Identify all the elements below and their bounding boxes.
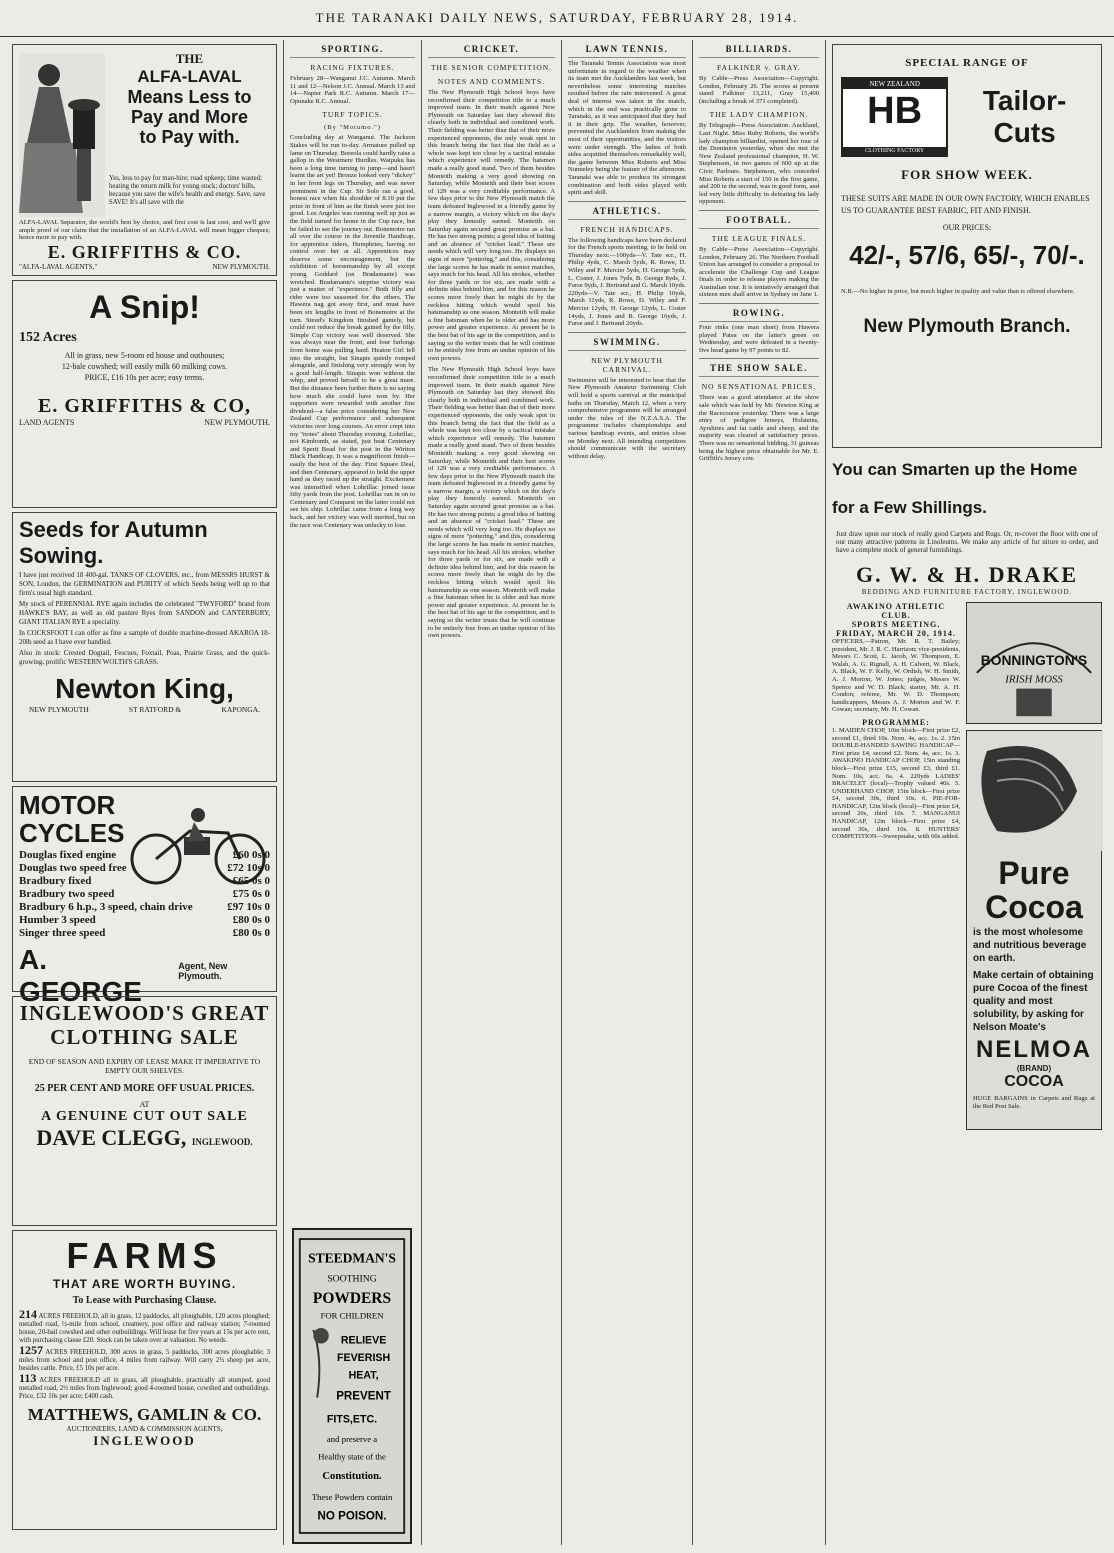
- nelmoa-brand-sub: (BRAND): [1016, 1064, 1052, 1073]
- alfa-agent-name: E. GRIFFITHS & CO.: [47, 242, 242, 262]
- alfa-line-3: to Pay with.: [139, 127, 240, 147]
- george-sub: Agent, New Plymouth.: [178, 961, 228, 981]
- farms-sub: THAT ARE WORTH BUYING.: [52, 1277, 237, 1291]
- price-value: £97 10s 0: [227, 901, 270, 913]
- alfa-laval-ad: [12, 44, 277, 276]
- billiards-sub-1: FALKINER v. GRAY.: [717, 63, 801, 72]
- price-row: [19, 888, 270, 901]
- steedman-l8: FITS,ETC.: [326, 1413, 378, 1426]
- alfa-agent-sub: "ALFA-LAVAL AGENTS,": [19, 263, 98, 271]
- seeds-place-1: NEW PLYMOUTH: [29, 705, 89, 714]
- show-sale-body: There was a good attendance at the show sale which was held by Mr. Newton King at the Racecourse yesterday. There was a large entry of pedigree Jerseys, Holsteins, Ayrshires and fat cattle and sheep, and the majority was cleared at satisfactory prices. There was no sensational bidding, 31 guineas being the highest price obtainable for Mr. E. Griffith's Jersey cow.: [699, 394, 819, 463]
- billiards-sub-2: THE LADY CHAMPION.: [709, 110, 809, 120]
- sporting-sub-turf: TURF TOPICS.: [322, 110, 383, 120]
- alfa-name: ALFA-LAVAL: [137, 67, 242, 86]
- seeds-ad: [12, 512, 277, 782]
- tailor-note: N.B.—No higher in price, but much higher in quality and value than is offered elsewhere.: [841, 288, 1075, 295]
- matthews-name: MATTHEWS, GAMLIN & CO.: [27, 1405, 262, 1424]
- price-item: Bradbury fixed: [19, 875, 92, 887]
- cricket-heading: CRICKET.: [428, 44, 555, 58]
- bonnington-brand: BONNINGTON'S: [980, 652, 1088, 668]
- athletics-heading: ATHLETICS.: [568, 206, 686, 220]
- athletics-sub: FRENCH HANDICAPS.: [580, 224, 674, 234]
- price-value: £75 0s 0: [232, 888, 270, 900]
- tailor-body: THESE SUITS ARE MADE IN OUR OWN FACTORY, WHICH ENABLES US TO GUARANTEE BEST FABRIC, FIT AND FINISH.: [841, 194, 1090, 215]
- farm-item: [19, 1343, 271, 1373]
- awakino-sub: SPORTS MEETING.: [851, 620, 941, 629]
- swimming-sub: NEW PLYMOUTH CARNIVAL.: [591, 355, 663, 374]
- inglewood-sale-ad: [12, 996, 277, 1226]
- farms-title: FARMS: [66, 1235, 223, 1276]
- price-item: Humber 3 speed: [19, 914, 96, 926]
- steedman-l12: These Powders contain: [311, 1492, 393, 1503]
- inglewood-percent: 25 PER CENT AND MORE OFF USUAL PRICES.: [34, 1083, 255, 1094]
- cricket-sub-2: NOTES AND COMMENTS.: [437, 77, 546, 86]
- divider: [699, 303, 819, 304]
- drake-sub: BEDDING AND FURNITURE FACTORY, INGLEWOOD.: [861, 588, 1073, 596]
- price-item: Douglas fixed engine: [19, 849, 117, 861]
- rowing-body: Four rinks (one man short) from Hawera played Patea on the latter's green on Wednesday, and were defeated in a twenty-five head game by 97 points to 82.: [699, 324, 819, 354]
- billiards-body-2: By Telegraph—Press Association. Auckland, Last Night. Miss Ruby Roberts, the world's lady champion billiardist, opened her tour of the Dominion yesterday, when she met the New Zealand professional champion, H. W. Stephenson, in two games of 600 up at the Civic Parlours. Stephenson, who conceded Miss Roberts a start of 150 in the first game, and 200 in the second, was in good form, and led very little difficulty in defeating his lady opponent.: [699, 122, 819, 206]
- awakino-programme: PROGRAMME:: [862, 717, 930, 727]
- steedman-l5: FEVERISH: [337, 1351, 391, 1364]
- hb-logo: [841, 77, 948, 157]
- snip-ad: [12, 280, 277, 508]
- steedman-l4: RELIEVE: [340, 1334, 387, 1347]
- steedman-l3: FOR CHILDREN: [320, 1310, 384, 1321]
- farm-text: ACRES FREEHOLD all in grass, all ploughable, practically all stumped, good metalled road, 2½ miles from Inglewood; good 4-roomed house, cowshed and outbuildings. Price, £32 10s per acre; £400 cash.: [19, 1377, 270, 1400]
- steedman-name: STEEDMAN'S: [308, 1250, 396, 1266]
- smarten-line-1: You can Smarten up the Home: [832, 460, 1078, 479]
- cocoa-pod-illustration: [967, 731, 1103, 851]
- farm-item: [19, 1307, 270, 1345]
- divider: [568, 332, 686, 333]
- snip-text-1: All in grass, new 5-room ed house and outhouses;: [64, 351, 225, 360]
- cricket-body: The New Plymouth High School boys have reconfirmed their competition title to a much improved team. In their match against New Plymouth on Saturday last they showed this clearly both in individual and combined work. Their fielding was better than that of their more experienced opponents, the only weak spot in this branch being the fact that the field as a whole was kept too close by a tactical mistake which experience will remedy. The batsmen made a really good stand. Two of them besides Monteith making a very good showing on Saturday, while Monteith and their best scores of 129 was a very creditable performance. A few days prior to the New Plymouth match the team defeated Inglewood in a friendly game by a narrow margin, a victory which on the day's play they honestly earned. Monteith on Saturday again secured great promise as a bat. He has two strong points; a good idea of batting and an absence of "cricket lead." These are needs which will very long too. He displays no signs of mere "pottering," and this, considering the large scores he has made in senior matches, says much for his head. All his strokes, whether for three yards or for six, are made with a definite idea behind him, and for this reason he scores more freely than he might do by the reckless hitting which would spoil his batsmanship as one season. Monteith will make a fine batsman when he is older and has more power and greater experience. At present he is the best bat of his age in the competition, and is saying so the writer trusts that he will continue to be entirely free from an undue opinion of his own powers.: [428, 89, 555, 362]
- inglewood-title-2: CLOTHING SALE: [50, 1025, 239, 1049]
- snip-text-3: PRICE, £16 10s per acre; easy terms.: [84, 373, 205, 382]
- lawn-heading: LAWN TENNIS.: [568, 44, 686, 58]
- masthead: THE TARANAKI DAILY NEWS, SATURDAY, FEBRUARY 28, 1914.: [0, 0, 1114, 37]
- motor-title-1: MOTOR: [19, 790, 116, 820]
- price-row: [19, 901, 270, 914]
- inglewood-cut: A GENUINE CUT OUT SALE: [41, 1109, 248, 1124]
- steedman-l10: Healthy state of the: [318, 1451, 386, 1462]
- awakino-date: FRIDAY, MARCH 20, 1914.: [836, 629, 956, 638]
- rowing-heading: ROWING.: [699, 308, 819, 322]
- football-heading: FOOTBALL.: [699, 215, 819, 229]
- steedman-l6: HEAT,: [348, 1369, 379, 1382]
- column-ads-left: [6, 40, 284, 1545]
- swimming-body: Swimmers will be interested to hear that the New Plymouth Amateur Swimming Club will hold a sports carnival at the municipal baths on Thursday, March 12, when a very comprehensive programme will be arranged under the rules of the N.Z.A.S.A. The programme includes championships and various handicap events, and entries close on Monday next. All intending competitors should communicate with the secretary without delay.: [568, 376, 686, 460]
- cocoa-line-2: Make certain of obtaining pure Cocoa of the finest quality and most solubility, by asking for Nelson Moate's: [973, 970, 1094, 1033]
- awakino-programme-body: 1. MAIDEN CHOP, 10in block—First prize £2, second £1, third 10s. Nom. 4s, acc. 1s. 2. 15in DOUBLE-HANDED SAWING HANDICAP—First prize £4, second £2. Nom. 4s, acc. 1s. 3. AWAKINO HANDICAP CHOP, 15in standing block—First prize £15, second £3, third £1. Nom. 10s, acc. 6s. 4. 220yds LADIES' BRACELET (local)—Trophy valued 40s. 5. UNDERHAND CHOP, 15in block—First prize £4, second 30s, third 10s. 6. PIE-FOR-HANDICAP, 12in block (local)—First prize £4, second 20s, third 10s. 7. MANGANUI HANDICAP, 12in block—First prize £4, second 30s, third 10s. 8. HUNTERS' COMPETITION—Sweepstake, with 60s added.: [832, 726, 960, 841]
- awakino-column: [832, 602, 960, 1130]
- steedman-l11: Constitution.: [322, 1470, 382, 1482]
- football-sub: THE LEAGUE FINALS.: [711, 233, 807, 243]
- bonnington-ad: [966, 602, 1102, 724]
- motorcycle-illustration: [128, 797, 268, 889]
- tailor-show: FOR SHOW WEEK.: [901, 167, 1033, 182]
- smarten-line-2: for a Few Shillings.: [832, 498, 987, 517]
- price-value: £65 0s 0: [232, 875, 270, 887]
- newton-king-brand: Newton King,: [55, 673, 234, 704]
- seeds-p3: In COCKSFOOT I can offer as fine a sample of double machine-dressed AKAROA 18-20lb seed as I have ever handled.: [19, 629, 270, 646]
- billiards-heading: BILLIARDS.: [699, 44, 819, 58]
- hb-factory: CLOTHING FACTORY: [843, 147, 946, 155]
- price-value: £60 0s 0: [232, 849, 270, 861]
- price-item: Douglas two speed free: [19, 862, 127, 874]
- steedman-l9: and preserve a: [326, 1434, 378, 1445]
- inglewood-body: END OF SEASON AND EXPIRY OF LEASE MAKE IT IMPERATIVE TO EMPTY OUR SHELVES.: [28, 1057, 261, 1075]
- farms-ad: [12, 1230, 277, 1530]
- drake-name: G. W. & H. DRAKE: [855, 562, 1079, 587]
- farm-acres: 214: [19, 1307, 37, 1321]
- motor-cycles-ad: [12, 786, 277, 1007]
- cricket-sub-1: THE SENIOR COMPETITION.: [430, 63, 553, 72]
- woman-separator-illustration: [19, 53, 105, 217]
- divider: [568, 201, 686, 202]
- column-lawn-tennis: [562, 40, 693, 1545]
- price-row: [19, 927, 270, 940]
- snip-text-2: 12-bale cowshed; will easily milk 60 milking cows.: [61, 362, 228, 371]
- tailor-special: SPECIAL RANGE OF: [905, 57, 1029, 69]
- smarten-ad: [832, 454, 1102, 596]
- hb-letters: HB: [867, 90, 923, 132]
- column-billiards: [693, 40, 826, 1545]
- george-name: A. GEORGE: [19, 944, 142, 1007]
- sporting-body: Concluding day at Wanganui. The Jackson Stakes will be run to-day. Armature pulled up lame on Thursday. Boreola could hardly raise a gallop in the Westmere Hurdles. Waipuku has been a long time turning to jump—and hasn't learnt the art yet! Bronze looked very "dickey" in her front legs on Thursday, and was never prominent in the Cup. Sir Solo ran a good, honest race when his shoulder of 8.10 put the prize in front of him as the finish were just too good. Los Angeles was running well up just as the field turned for home in the Cup race, but he failed to see the journey out. Bonemotre ran all over the course in the Juvenile Handicap, for apprentice riders, Humphries, having no control over her at all. Apprentices may deserve some encouragement, but the exhibition of horsemanship by all except young Goddard (on Bradamante) was wretched. Bradamante's surprise victory was just a matter of "experience." Both filly and rider were too seasoned for the others. The Hawera nag got away first, and must have been six lengths in front of Bonemotre at the turn. Steud's Kingdom finished gamely, but could not reduce the break gained by the filly. Simple Cup victory was well deserved. She was always near the front, and four furlongs from home was pulling hard. Heaton Girl fell into the straight, but Sinapis quietly romped alongside, and finishing very strongly won by a good half-length. Sinapis won without the whip, and proved herself to be a great mare. But the distance been further there is no saying how much she could have won by. Her supporters were rewarded with another fine dividend—a false price considering her New Zealand Cup performance and subsequent victories over long courses. An error crept into my "notes" about Thursday evening. Lohrillac, not Kimbomb, as stated, just beat Centenary and Sperit Bead for the post in the Wirtton Black Handicap. It was a magnificent finish—easily the best of the day. First Square Deal, and then Centenary, appeared to hold the upper hand as they raced up the straight. Excitement was intensified when Lohrillac joined issue fifty yards from the post. Lohrillac ran in on to Centenary and Conquest on the latter could not see his ship. Lohrillac came from a long way back, and her victory was well merited, but on the race was Centenary was unlucky to lose.: [290, 134, 415, 529]
- column-cricket: [422, 40, 562, 1545]
- show-sale-sub: NO SENSATIONAL PRICES.: [701, 382, 817, 392]
- billiards-body-1: By Cable—Press Association—Copyright. London, February 26. The scores at present stand: Falkiner 13,211, Gray 15,400 (including a break of 371 completed).: [699, 75, 819, 105]
- motor-title-2: CYCLES: [19, 818, 125, 848]
- seeds-place-3: KAPONGA.: [221, 705, 260, 714]
- cocoa-title: Pure Cocoa: [985, 855, 1083, 925]
- steedman-l1: SOOTHING: [327, 1273, 377, 1285]
- price-value: £72 10s 0: [227, 862, 270, 874]
- nelmoa-cocoa: COCOA: [1004, 1073, 1064, 1090]
- farm-item: [19, 1371, 270, 1401]
- bonnington-sub: IRISH MOSS: [1005, 673, 1063, 686]
- alfa-line-2: Pay and More: [130, 107, 249, 127]
- snip-title: A Snip!: [89, 289, 200, 325]
- swimming-heading: SWIMMING.: [568, 337, 686, 351]
- snip-agent: E. GRIFFITHS & CO,: [37, 395, 252, 417]
- sporting-sub-fixtures: RACING FIXTURES.: [310, 63, 395, 72]
- snip-acres: 152 Acres: [19, 330, 77, 345]
- inglewood-at: AT: [139, 1100, 150, 1109]
- tailor-prices: 42/-, 57/6, 65/-, 70/-.: [849, 240, 1085, 270]
- price-item: Singer three speed: [19, 927, 106, 939]
- farm-acres: 113: [19, 1371, 37, 1385]
- divider: [699, 210, 819, 211]
- steedman-l2: POWDERS: [312, 1289, 392, 1307]
- cocoa-foot: HUGE BARGAINS in Carpets and Rugs at the Red Post Sale.: [973, 1095, 1095, 1110]
- seeds-p1: I have just received 18 400-gal. TANKS OF CLOVERS, etc., from MESSRS HURST & SON, London, the GERMINATION and PURITY of which Seeds being well up to that firm's usual high standard.: [19, 571, 270, 597]
- seeds-p4: Also in stock: Crested Dogtail, Fescues, Foxtail, Poas, Prairie Grass, and the quick-growing, prolific WESTERN WOLTH'S GRASS.: [19, 649, 270, 666]
- cocoa-line-1: is the most wholesome and nutritious beverage on earth.: [973, 927, 1087, 964]
- price-row: [19, 914, 270, 927]
- seeds-p2: My stock of PERENNIAL RYE again includes the celebrated "TWYFORD" brand from HAWKE'S BAY, as well as old pasture Ryes from SANDON and CANTERBURY, GIANT ITALIAN RYE a speciality.: [19, 600, 270, 626]
- show-sale-heading: THE SHOW SALE.: [699, 363, 819, 377]
- alfa-the: THE: [175, 51, 204, 66]
- price-value: £80 0s 0: [232, 914, 270, 926]
- smarten-body: Just draw upon our stock of really good Carpets and Rugs. Or, re-cover the floor with one of our many attractive patterns in Linoleums. We make any article of fur niture to order, and have a complete stock of general furnishings.: [836, 530, 1098, 554]
- sporting-byline: (By "Motumo."): [324, 124, 381, 132]
- athletics-body: The following handicaps have been declared for the French sports meeting, to be held on Thursday next:—100yds—V. Tate scr., H. Philip 4yds, C. Marsh 5yds, R. Rowe, D. Wiley and F. Mercier 5yds, H. George 5yds, L. Coster, J. Jones 7yds, B. George 8yds, J. Furse 9yds, J. Bertrand and G. Marsh 10yds. 220yds—V. Tate scr., H. Philip 10yds, Marsh 11yds, R. Rowe, D. Wiley and F. Mercier 12yds, H. George 12yds, L. Coster 14yds, J. Jones and B. George 16yds, J. Furse and J. Bertrand 20yds.: [568, 236, 686, 328]
- hb-nz: NEW ZEALAND: [843, 79, 946, 89]
- football-body: By Cable—Press Association—Copyright. London, February 26. The Northern Football Union has arranged to consider a proposal to accelerate the Challenge Cup and League finals in order to release players making the Australian tour. It is tentatively arranged that sixteen men shall arrive in Sydney on June 1.: [699, 245, 819, 299]
- snip-agent-left: LAND AGENTS: [19, 418, 75, 427]
- price-item: Bradbury 6 h.p., 3 speed, chain drive: [19, 901, 193, 913]
- farm-text: ACRES FREEHOLD, 300 acres in grass, 5 paddocks, 300 acres ploughable; 3 miles from school and post office, 4 miles from railway. Will carry 2½ sheep per acre, besides cattle. Price, £5 10s per acre.: [19, 1349, 271, 1372]
- bonnington-illustration: [967, 603, 1101, 723]
- farm-text: ACRES FREEHOLD, all in grass, 12 paddocks, all ploughable, 120 acres ploughed; metalled road, ½-mile from school, creamery, post office and railway station; 7-roomed house, 20-bail cowshed and other outbuildings. Will lease for five years at 15s per acre rent, with purchasing clause £20. Stock can be taken over at valuation. No weeds.: [19, 1313, 270, 1344]
- farm-acres: 1257: [19, 1343, 43, 1357]
- clegg-name: DAVE CLEGG,: [36, 1125, 187, 1150]
- divider: [699, 358, 819, 359]
- matthews-place: INGLEWOOD: [93, 1433, 196, 1448]
- inglewood-title-1: INGLEWOOD'S GREAT: [19, 1001, 270, 1025]
- awakino-title: AWAKINO ATHLETIC CLUB.: [846, 602, 946, 620]
- sporting-fixtures: February 28—Wanganui J.C. Autumn. March 11 and 12—Nelson J.C. Annual. March 13 and 14—Napier Park R.C. Autumn. March 17—Opunake R.C. Annual.: [290, 75, 415, 105]
- lawn-body: The Taranaki Tennis Association was most unfortunate in regard to the weather when its team met the Aucklanders last week, but nevertheless some interesting matches resulted before the rain intervened. A great deal of interest was taken in the match, which in the end was practically gone to Taranaki, as it was anticipated that they had it in their grip. The weather, however, prevented the Aucklanders from making the most of their opportunities, and the visitors were under strength. The ladies of both sides acquitted themselves remarkably well, the game between Miss Roberts and Miss Nunneley being the feature of the afternoon. Taranaki was able to produce its strongest combination and both sides played with spirit and skill.: [568, 60, 686, 197]
- alfa-body: Yes, less to pay for man-hire; road upkeep; time wasted; heating the return milk for young stock; doctors' bills, because you save the wife's health and energy. Save, save SAVE! It's all save with the: [109, 175, 266, 206]
- clegg-place: INGLEWOOD.: [191, 1137, 253, 1147]
- seeds-title: Seeds for Autumn Sowing.: [19, 517, 208, 568]
- alfa-line-1: Means Less to: [127, 87, 252, 107]
- alfa-agent-place: NEW PLYMOUTH.: [212, 263, 270, 271]
- steedman-illustration: [294, 1230, 410, 1542]
- snip-agent-right: NEW PLYMOUTH.: [204, 418, 270, 427]
- column-ads-right: [826, 40, 1108, 1545]
- awakino-body: OFFICERS.—Patron, Mr. R. T. Bailey; president, Mr. J. R. C. Harrison; vice-presidents, Messrs C. Scott, L. Jacob, W. Thompson, E. Walsh, A. G. Rignall, A. H. Calvert, W. Black, A. Black, W. F. Kelly, W. Ordish, W. H. Smith, A. J. Morton, W. Jones; judges, Messrs W. Spence and W. D. Black; starter, Mr. A. H. Condon; referee, Mr. W. D. Thompson; handicappers, Messrs A. J. Morton and W. F. Cowan; secretary, Mr. H. Cowan.: [832, 638, 960, 714]
- matthews-sub: AUCTIONEERS, LAND & COMMISSION AGENTS,: [66, 1425, 223, 1433]
- nelmoa-cocoa-ad: [966, 730, 1102, 1130]
- tailor-prices-label: OUR PRICES:: [942, 223, 992, 232]
- steedman-l13: NO POISON.: [317, 1509, 387, 1523]
- sporting-heading: SPORTING.: [290, 44, 415, 58]
- seeds-place-2: ST RATFORD &: [128, 705, 182, 714]
- nelmoa-brand: NELMOA: [976, 1036, 1092, 1063]
- tailor-branch: New Plymouth Branch.: [863, 316, 1071, 337]
- steedman-l7: PREVENT: [336, 1389, 391, 1403]
- alfa-foot-text: ALFA-LAVAL Separator, the world's best by choice, and first cost is last cost, and we'll give ample proof of our claim that the installation of an ALFA-LAVAL will mean bigger cheques; hence more to pay with.: [19, 219, 270, 242]
- tailor-cuts-title: Tailor-Cuts: [982, 85, 1067, 148]
- steedman-ad: [292, 1228, 412, 1544]
- cricket-body-repeat: The New Plymouth High School boys have reconfirmed their competition title to a much improved team. In their match against New Plymouth on Saturday last they showed this clearly both in individual and combined work. Their fielding was better than that of their more experienced opponents, the only weak spot in this branch being the fact that the field as a whole was kept too close by a tactical mistake which experience will remedy. The batsmen made a really good stand. Two of them besides Monteith making a very good showing on Saturday, while Monteith and their best scores of 129 was a very creditable performance. A few days prior to the New Plymouth match the team defeated Inglewood in a friendly game by a narrow margin, a victory which on the day's play they honestly earned. Monteith on Saturday again secured great promise as a bat. He has two strong points; a good idea of batting and an absence of "cricket lead." These are needs which will very long too. He displays no signs of mere "pottering," and this, considering the large scores he has made in senior matches, says much for his head. All his strokes, whether for three yards or for six, are made with a definite idea behind him, and for this reason he scores more freely than he might do by the reckless hitting which would spoil his batsmanship as one season. Monteith will make a fine batsman when he is older and has more power and greater experience. At present he is the best bat of his age in the competition, and is saying so the writer trusts that he will continue to be entirely free from an undue opinion of his own powers.: [428, 366, 555, 640]
- tailor-cuts-ad: [832, 44, 1102, 448]
- price-item: Bradbury two speed: [19, 888, 115, 900]
- farms-sub2: To Lease with Purchasing Clause.: [72, 1295, 217, 1306]
- price-value: £80 0s 0: [232, 927, 270, 939]
